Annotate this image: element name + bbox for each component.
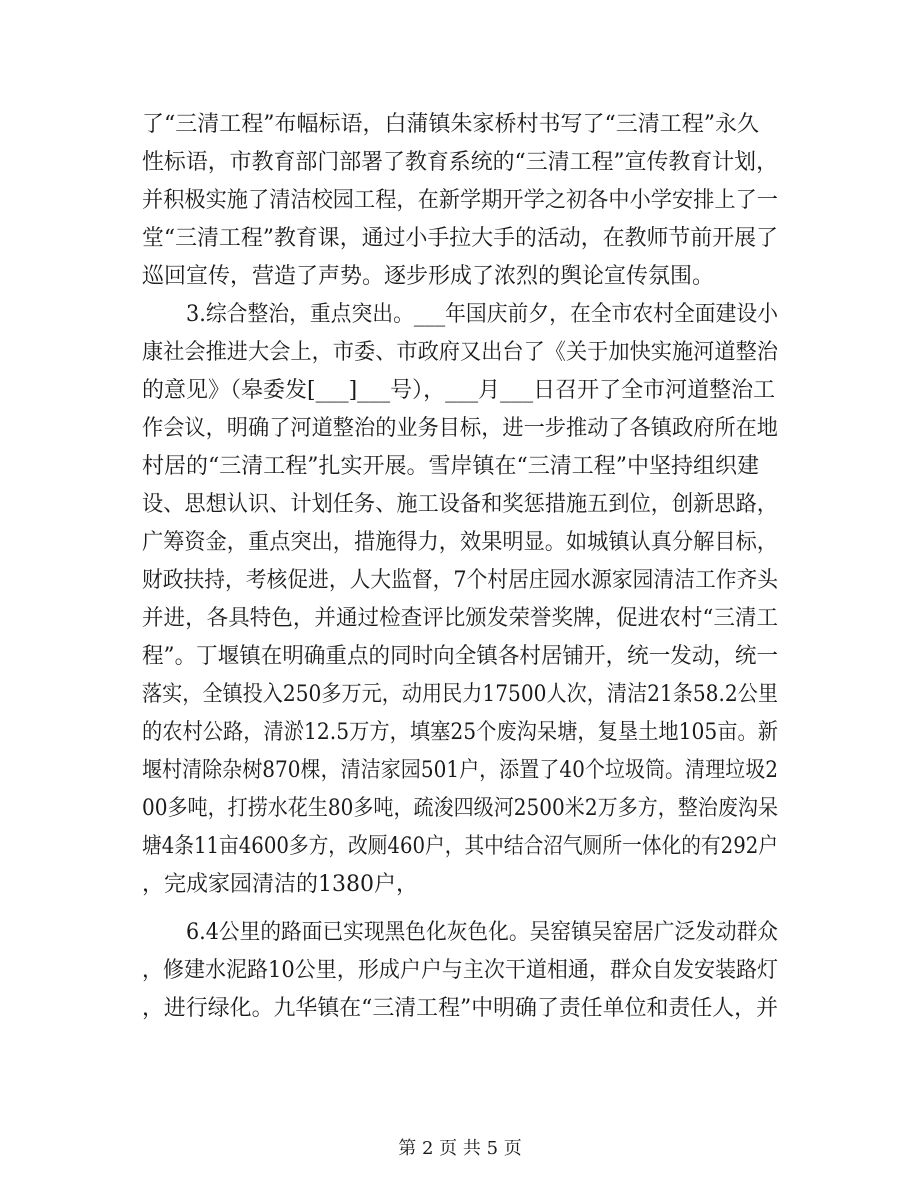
text-line xyxy=(0,528,920,558)
text-line xyxy=(0,224,920,254)
text-line-content: 堂“三清工程”教育课，通过小手拉大手的活动，在教师节前开展了 xyxy=(142,226,779,251)
text-line-content: 程”。丁堰镇在明确重点的同时向全镇各村居铺开，统一发动，统一 xyxy=(142,644,779,669)
text-line-content: 了“三清工程”布幅标语，白蒲镇朱家桥村书写了“三清工程”永久 xyxy=(142,112,759,137)
text-line xyxy=(0,956,920,986)
text-line-content: 3.综合整治，重点突出。___年国庆前夕，在全市农村全面建设小 xyxy=(186,302,779,327)
text-line xyxy=(0,794,920,824)
text-line xyxy=(0,414,920,444)
text-line-content: 并积极实施了清洁校园工程，在新学期开学之初各中小学安排上了一 xyxy=(142,188,778,213)
text-line-content: 堰村清除杂树870棵，清洁家园501户，添置了40个垃圾筒。清理垃圾2 xyxy=(142,758,779,783)
text-line xyxy=(0,452,920,482)
text-line-content: 并进，各具特色，并通过检查评比颁发荣誉奖牌，促进农村“三清工 xyxy=(142,606,779,631)
text-line xyxy=(0,566,920,596)
text-line-content: 00多吨，打捞水花生80多吨，疏浚四级河2500米2万多方，整治废沟呆 xyxy=(142,796,779,821)
text-line xyxy=(0,490,920,520)
text-line xyxy=(0,262,920,292)
text-line-content: 设、思想认识、计划任务、施工设备和奖惩措施五到位，创新思路， xyxy=(142,492,778,517)
text-line-content: 广筹资金，重点突出，措施得力，效果明显。如城镇认真分解目标， xyxy=(142,530,778,555)
text-line-content: 财政扶持，考核促进，人大监督，7个村居庄园水源家园清洁工作齐头 xyxy=(142,568,778,593)
text-line xyxy=(0,376,920,406)
text-line-content: 巡回宣传，营造了声势。逐步形成了浓烈的舆论宣传氛围。 xyxy=(142,264,715,289)
text-line xyxy=(0,338,920,368)
text-line xyxy=(0,110,920,140)
text-line xyxy=(0,604,920,634)
text-line-content: 的农村公路，清淤12.5万方，填塞25个废沟呆塘，复垦土地105亩。新 xyxy=(142,720,778,745)
text-line xyxy=(0,870,920,900)
text-line-content: ，完成家园清洁的1380户， xyxy=(142,872,418,897)
text-line xyxy=(0,756,920,786)
text-line-content: ，修建水泥路10公里，形成户户与主次干道相通，群众自发安装路灯 xyxy=(142,958,779,983)
text-line xyxy=(0,642,920,672)
text-line xyxy=(0,832,920,862)
text-line-content: 作会议，明确了河道整治的业务目标，进一步推动了各镇政府所在地 xyxy=(142,416,778,441)
text-line-content: 塘4条11亩4600多方，改厕460户，其中结合沼气厕所一体化的有292户 xyxy=(142,834,778,859)
text-line-content: ，进行绿化。九华镇在“三清工程”中明确了责任单位和责任人，并 xyxy=(142,996,779,1021)
text-line-content: 康社会推进大会上，市委、市政府又出台了《关于加快实施河道整治 xyxy=(142,340,778,365)
text-line xyxy=(0,994,920,1024)
text-line xyxy=(0,148,920,178)
text-line xyxy=(0,718,920,748)
page-number-footer: 第 2 页 共 5 页 xyxy=(398,1138,522,1159)
text-line-content: 性标语，市教育部门部署了教育系统的“三清工程”宣传教育计划， xyxy=(142,150,779,175)
text-line xyxy=(0,918,920,948)
text-line xyxy=(0,680,920,710)
text-line-content: 村居的“三清工程”扎实开展。雪岸镇在“三清工程”中坚持组织建 xyxy=(142,454,759,479)
text-line xyxy=(0,186,920,216)
text-line-content: 6.4公里的路面已实现黑色化灰色化。吴窑镇吴窑居广泛发动群众 xyxy=(186,920,779,945)
text-line-content: 落实，全镇投入250多万元，动用民力17500人次，清洁21条58.2公里 xyxy=(142,682,778,707)
text-line-content: 的意见》（皋委发[___]___号），___月___日召开了全市河道整治工 xyxy=(142,378,776,403)
text-line xyxy=(0,300,920,330)
